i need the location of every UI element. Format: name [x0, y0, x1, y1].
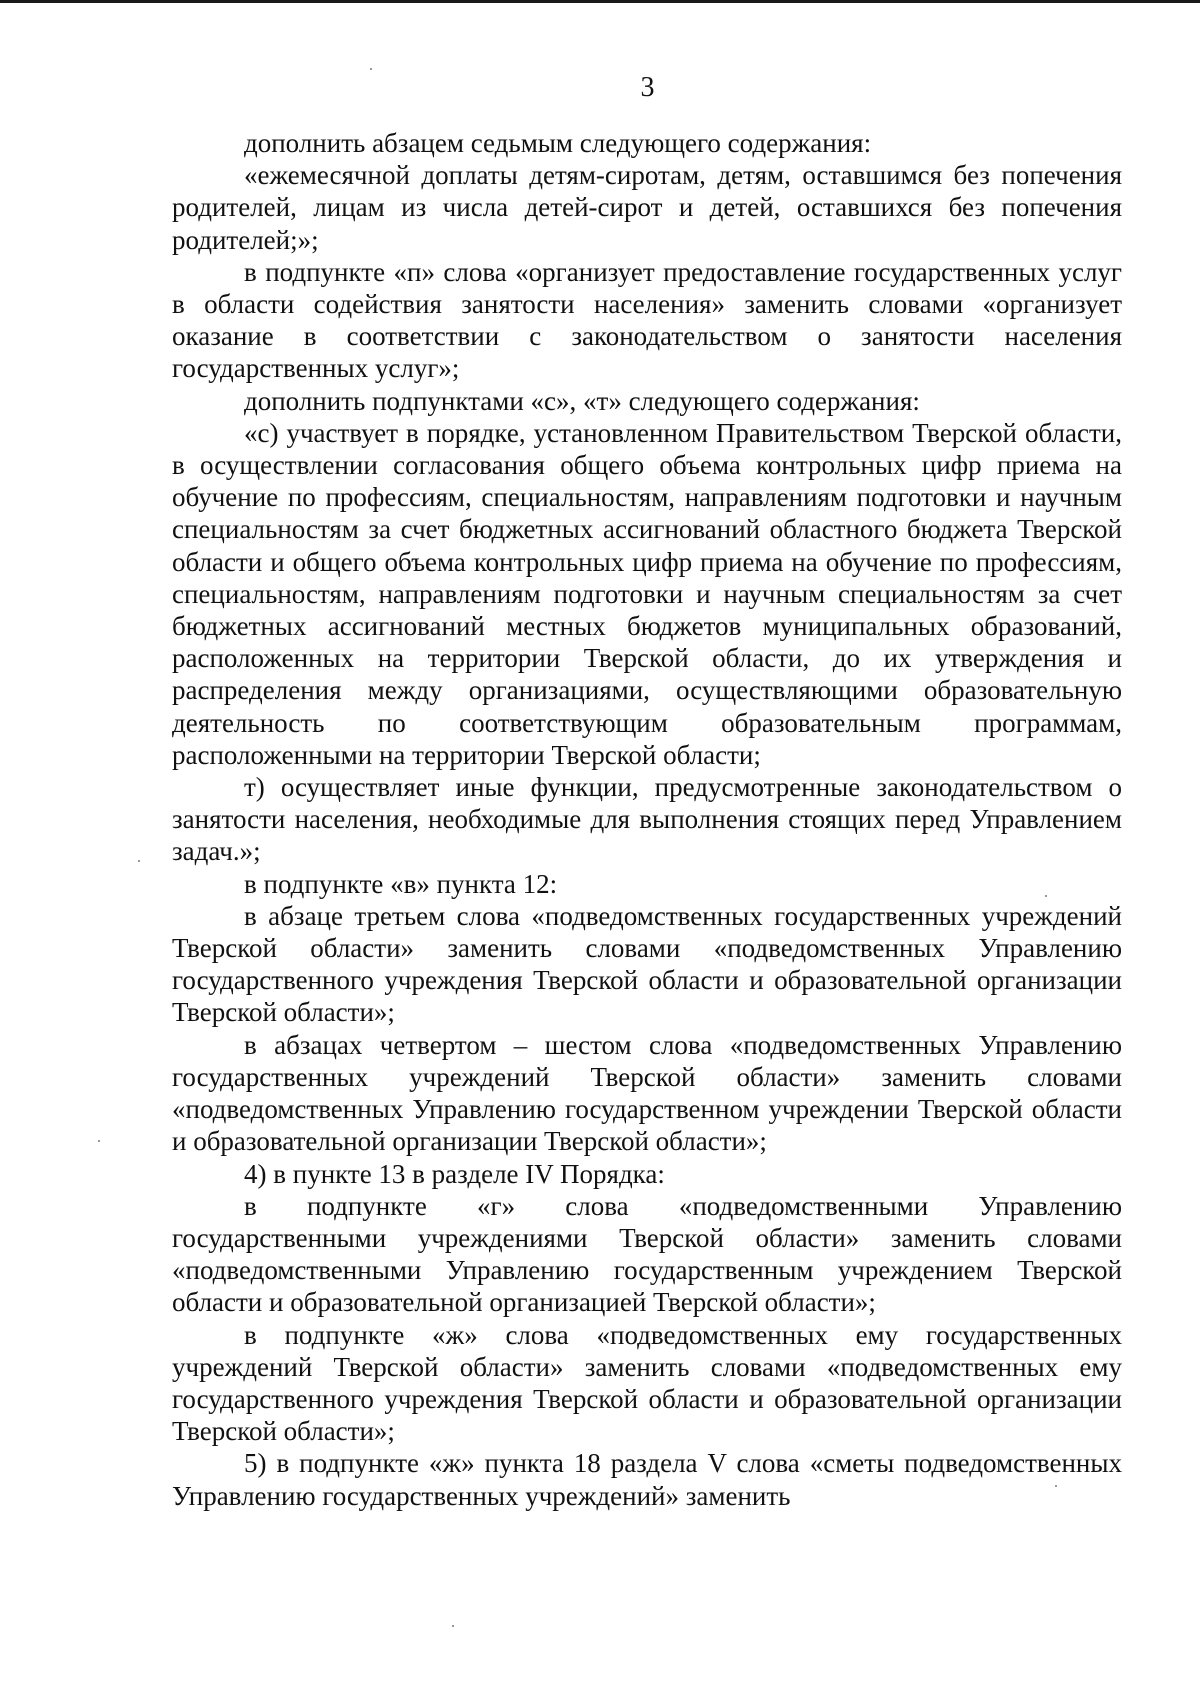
page-number: 3 — [640, 72, 655, 103]
paragraph-1: дополнить абзацем седьмым следующего содержания: — [244, 128, 872, 158]
paragraph-8: в абзаце третьем слова «подведомственных государственных учреждений Тверской области» заменить словами «подведомственных Управлению государственного учреждения Тверской области и образовательной организации Тверской области»; — [172, 900, 1122, 1028]
scan-speck — [138, 860, 140, 862]
paragraph-10: 4) в пункте 13 в разделе IV Порядка: — [244, 1158, 665, 1189]
paragraph-13: 5) в подпункте «ж» пункта 18 раздела V слова «сметы подведомственных Управлению государственных учреждений» заменить — [172, 1448, 1122, 1511]
paragraph-9: в абзацах четвертом – шестом слова «подведомственных Управлению государственных учреждений Тверской области» заменить словами «подведомственных Управлению государственном учреждении Тверской области и образовательной организации Тверской области»; — [172, 1029, 1122, 1157]
paragraph-11: в подпункте «г» слова «подведомственными Управлению государственными учреждениями Тверской области» заменить словами «подведомственными Управлению государственным учреждением Тверской области и образовательной организацией Тверской области»; — [172, 1190, 1122, 1318]
paragraph-3: в подпункте «п» слова «организует предоставление государственных услуг в области содействия занятости населения» заменить словами «организует оказание в соответствии с законодательством о занятости населения государственных услуг»; — [172, 256, 1122, 384]
paragraph-7: в подпункте «в» пункта 12: — [244, 868, 558, 899]
paragraph-12: в подпункте «ж» слова «подведомственных ему государственных учреждений Тверской области» заменить словами «подведомственных ему государственного учреждения Тверской области и образовательной организации Тверской области»; — [172, 1319, 1122, 1447]
scan-speck — [370, 68, 372, 70]
scan-speck — [98, 1140, 100, 1142]
paragraph-5: «с) участвует в порядке, установленном Правительством Тверской области, в осуществлении согласования общего объема контрольных цифр приема на обучение по профессиям, специальностям, направлениям подготовки и научным специальностям за счет бюджетных ассигнований областного бюджета Тверской области и общего объема контрольных цифр приема на обучение по профессиям, специальностям, направлениям подготовки и научным специальностям за счет бюджетных ассигнований местных бюджетов муниципальных образований, расположенных на территории Тверской области, до их утверждения и распределения между организациями, осуществляющими образовательную деятельность по соответствующим образовательным программам, расположенными на территории Тверской области; — [172, 417, 1122, 770]
scan-speck — [1055, 1485, 1057, 1487]
paragraph-6: т) осуществляет иные функции, предусмотренные законодательством о занятости населения, необходимые для выполнения стоящих перед Управлением задач.»; — [172, 772, 1122, 867]
document-body — [172, 127, 1122, 1512]
paragraph-4: дополнить подпунктами «с», «т» следующего содержания: — [244, 385, 920, 416]
scan-speck — [1045, 895, 1047, 897]
scan-speck — [452, 1625, 454, 1627]
paragraph-2: «ежемесячной доплаты детям-сиротам, детям, оставшимся без попечения родителей, лицам из числа детей-сирот и детей, оставшихся без попечения родителей;»; — [172, 160, 1122, 255]
